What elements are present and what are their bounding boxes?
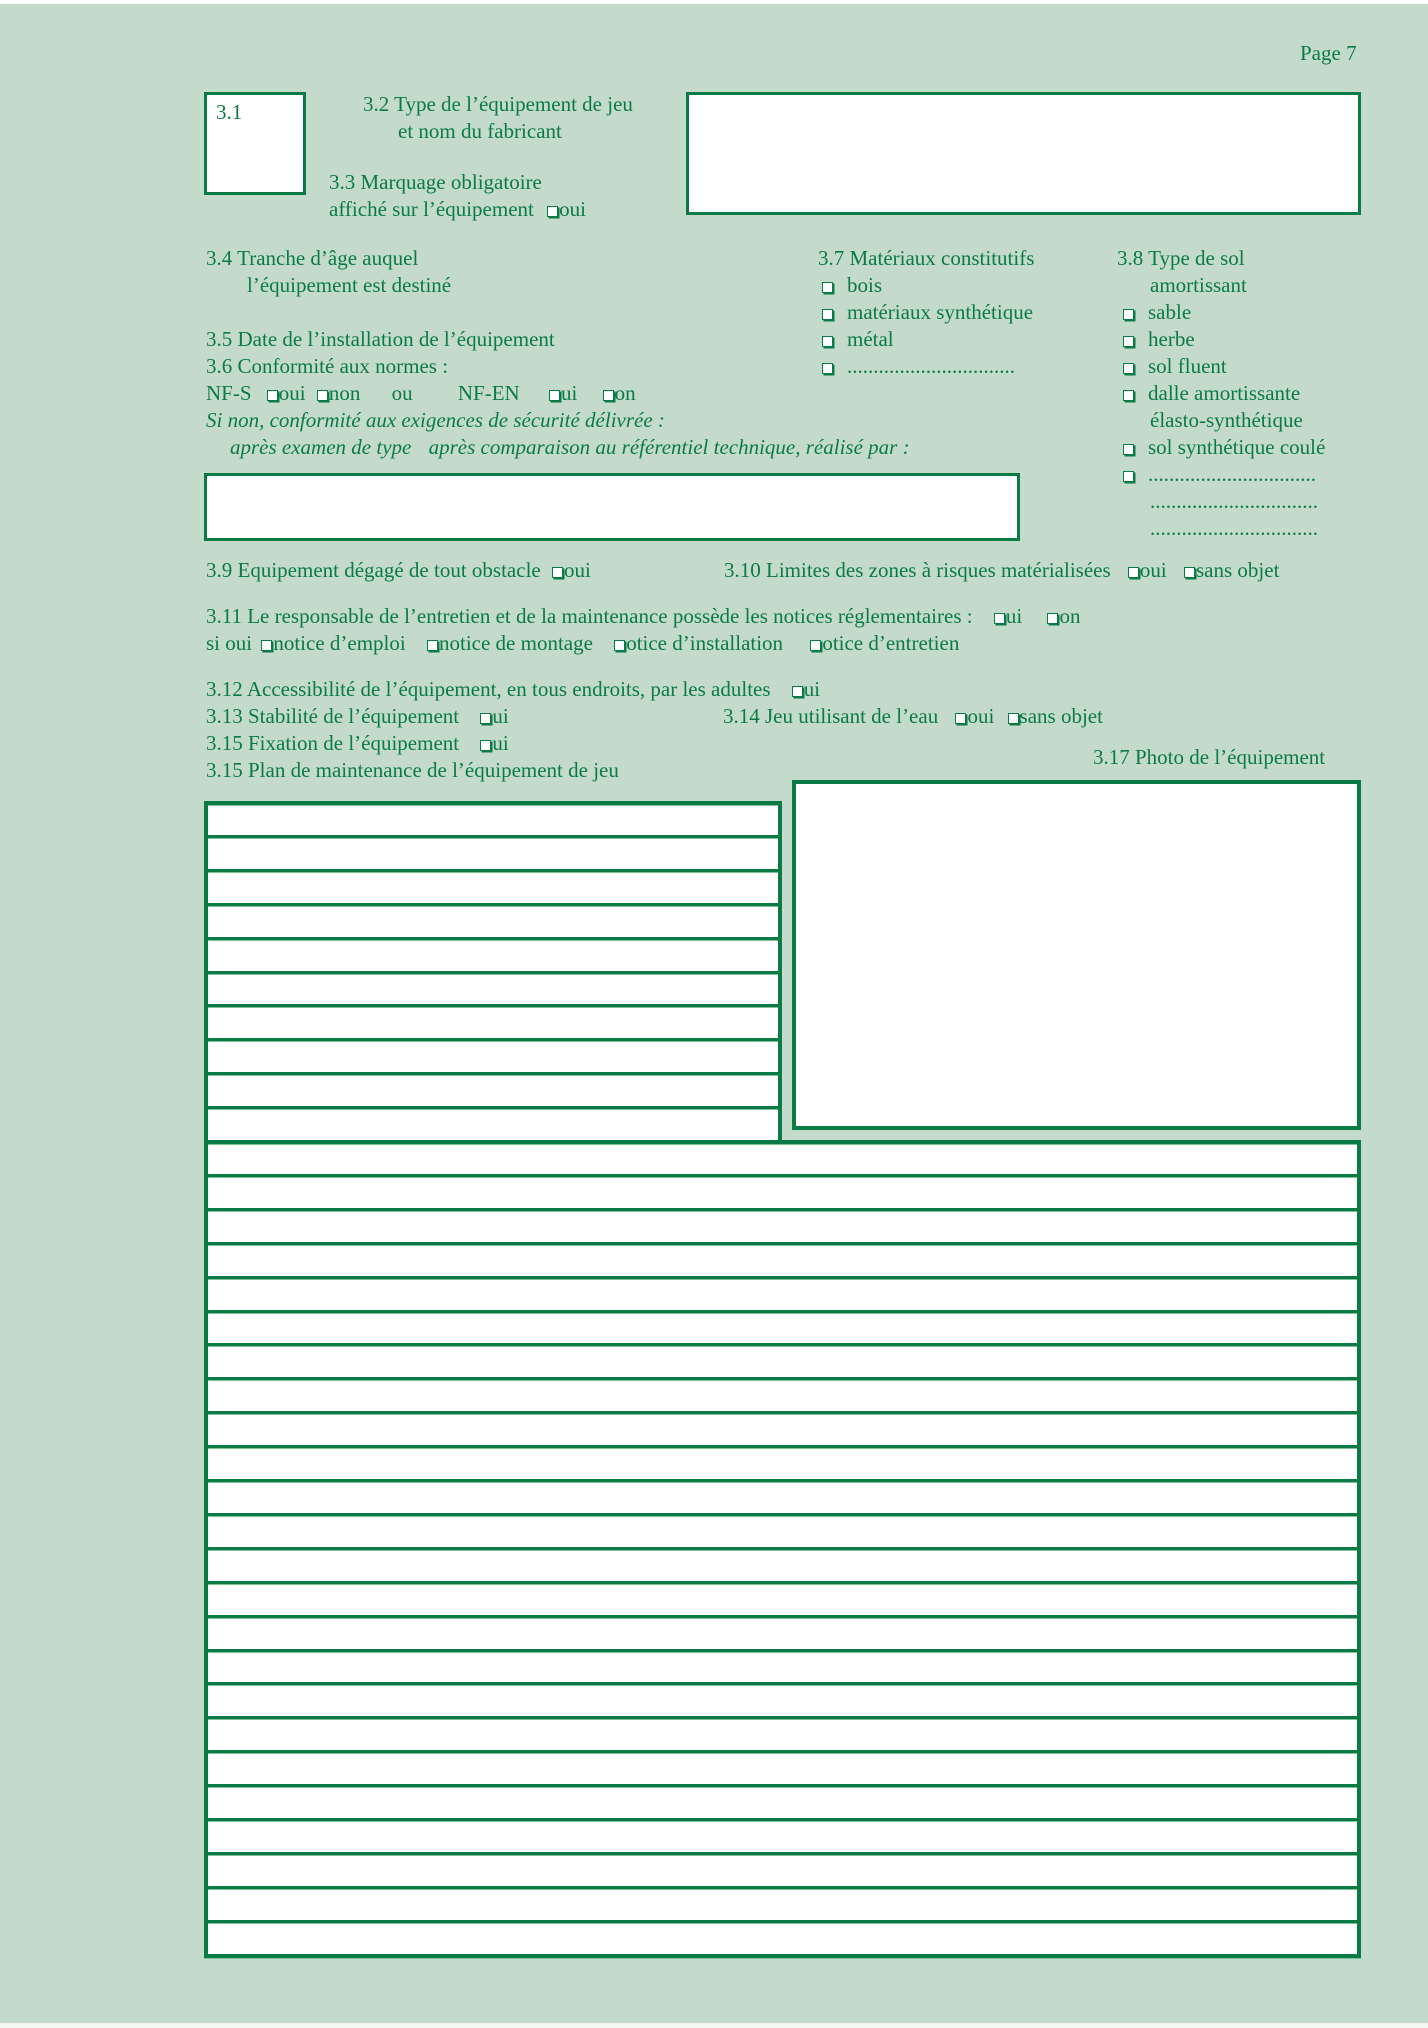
table-row-line	[204, 1649, 1361, 1653]
option-label: matériaux synthétique	[847, 300, 1034, 324]
option-3-8-dalle	[1123, 380, 1300, 406]
row-3-12	[206, 676, 820, 702]
option-label: ui	[492, 731, 509, 755]
label-3-2-line1: 3.2 Type de l’équipement de jeu	[363, 92, 633, 116]
option-label: notice d’emploi	[273, 631, 406, 655]
table-row-line	[204, 1276, 1361, 1280]
checkbox-autre-materiau[interactable]	[822, 363, 833, 374]
table-row-line	[204, 1377, 1361, 1381]
checkbox-nfen-non[interactable]	[603, 390, 614, 401]
label-3-6: 3.6 Conformité aux normes :	[206, 354, 449, 378]
label-3-10: 3.10 Limites des zones à risques matérialisées	[724, 558, 1111, 582]
checkbox-notice-emploi[interactable]	[261, 640, 272, 651]
table-border	[778, 801, 782, 1142]
autre-materiau-blank[interactable]: ................................	[847, 354, 1015, 378]
option-label: sable	[1148, 300, 1192, 324]
table-row-line	[204, 1954, 1361, 1959]
option-label: otice d’entretien	[822, 631, 960, 655]
option-3-7-autre	[822, 353, 1015, 379]
option-label: ui	[492, 704, 509, 728]
option-3-8-sol-fluent	[1123, 353, 1227, 379]
label-3-8-line2: amortissant	[1150, 273, 1247, 297]
table-row-line	[204, 1547, 1361, 1551]
option-label: sol fluent	[1148, 354, 1227, 378]
checkbox-3-10-sans-objet[interactable]	[1184, 567, 1195, 578]
option-3-8-autre	[1123, 461, 1316, 487]
label-si-non: Si non, conformité aux exigences de sécurité délivrée :	[206, 408, 665, 432]
row-3-11-notices	[206, 630, 959, 656]
table-border	[204, 801, 208, 1957]
table-row-line	[204, 1004, 782, 1008]
option-label: oui	[559, 197, 586, 221]
option-label: non	[328, 381, 361, 405]
table-row-line	[204, 1208, 1361, 1212]
table-row-line	[204, 971, 782, 975]
checkbox-3-15-oui[interactable]	[480, 740, 491, 751]
checkbox-3-11-non[interactable]	[1047, 613, 1058, 624]
option-label: oui	[1139, 558, 1167, 582]
option-label: métal	[847, 327, 894, 351]
checkbox-materiaux-synthetique[interactable]	[822, 309, 833, 320]
option-label: ui	[803, 677, 821, 701]
checkbox-3-14-oui[interactable]	[955, 713, 966, 724]
row-3-13	[206, 703, 509, 729]
checkbox-dalle-amortissante[interactable]	[1123, 390, 1134, 401]
table-row-line	[204, 1411, 1361, 1415]
table-row-line	[204, 1140, 1361, 1145]
checkbox-metal[interactable]	[822, 336, 833, 347]
option-label: on	[1059, 604, 1081, 628]
table-row-line	[204, 1581, 1361, 1585]
label-3-3-line2	[329, 196, 586, 222]
label-3-3-line1: 3.3 Marquage obligatoire	[329, 170, 542, 194]
option-3-7-bois	[822, 272, 882, 298]
checkbox-3-3-oui[interactable]	[547, 206, 558, 217]
checkbox-nfs-oui[interactable]	[267, 390, 278, 401]
checkbox-3-14-sans-objet[interactable]	[1008, 713, 1019, 724]
label-3-4-line1: 3.4 Tranche d’âge auquel	[206, 246, 419, 270]
field-3-2-equipment-type[interactable]	[686, 92, 1361, 215]
option-label: dalle amortissante	[1148, 381, 1301, 405]
label-3-11: 3.11 Le responsable de l’entretien et de la maintenance possède les notices réglementaires :	[206, 604, 973, 628]
table-row-line	[204, 1682, 1361, 1686]
option-label: sol synthétique coulé	[1148, 435, 1326, 459]
table-row-line	[204, 1750, 1361, 1754]
page-bottom-edge	[0, 2023, 1428, 2028]
table-row-line	[204, 835, 782, 839]
option-3-8-sol-synthetique	[1123, 434, 1325, 460]
page-top-edge	[0, 0, 1428, 4]
checkbox-notice-installation[interactable]	[614, 640, 625, 651]
row-3-15-fixation	[206, 730, 509, 756]
checkbox-3-10-oui[interactable]	[1128, 567, 1139, 578]
table-row-line	[204, 869, 782, 873]
checkbox-nfen-oui[interactable]	[549, 390, 560, 401]
label-3-2-line2: et nom du fabricant	[398, 119, 562, 143]
option-label: oui	[563, 558, 591, 582]
checkbox-3-13-oui[interactable]	[480, 713, 491, 724]
option-label: notice de montage	[438, 631, 593, 655]
table-row-line	[204, 1615, 1361, 1619]
label-3-4-line2: l’équipement est destiné	[247, 273, 452, 297]
checkbox-sol-fluent[interactable]	[1123, 363, 1134, 374]
option-label: sans objet	[1019, 704, 1103, 728]
table-row-line	[204, 1920, 1361, 1924]
checkbox-sable[interactable]	[1123, 309, 1134, 320]
option-label: ui	[1005, 604, 1023, 628]
table-row-line	[204, 937, 782, 941]
option-label: on	[614, 381, 636, 405]
table-row-line	[204, 1886, 1361, 1890]
row-3-9	[206, 557, 591, 583]
option-label: oui	[967, 704, 995, 728]
table-row-line	[204, 1106, 782, 1110]
label-3-5: 3.5 Date de l’installation de l’équipement	[206, 327, 555, 351]
checkbox-bois[interactable]	[822, 282, 833, 293]
option-apres-examen[interactable]: après examen de type	[230, 435, 412, 459]
option-label: bois	[847, 273, 883, 297]
checkbox-autre-sol[interactable]	[1123, 471, 1134, 482]
option-label: sans objet	[1196, 558, 1280, 582]
table-row-line	[204, 1852, 1361, 1856]
checkbox-notice-montage[interactable]	[427, 640, 438, 651]
table-row-line	[204, 1716, 1361, 1720]
row-3-10	[724, 557, 1279, 583]
label-3-14: 3.14 Jeu utilisant de l’eau	[723, 704, 939, 728]
checkbox-3-9-oui[interactable]	[552, 567, 563, 578]
label-nf-en: NF-EN	[457, 381, 520, 405]
checkbox-sol-synthetique-coule[interactable]	[1123, 444, 1134, 455]
checkbox-nfs-non[interactable]	[317, 390, 328, 401]
row-3-6-norms	[206, 380, 636, 406]
option-3-8-herbe	[1123, 326, 1195, 352]
label-3-8-line1: 3.8 Type de sol	[1117, 246, 1245, 270]
field-realise-par[interactable]	[204, 473, 1020, 541]
field-3-1[interactable]	[204, 92, 306, 195]
row-3-14	[723, 703, 1103, 729]
option-3-8-sable	[1123, 299, 1191, 325]
label-si-oui: si oui	[206, 631, 253, 655]
row-3-11	[206, 603, 1080, 629]
option-label: oui	[278, 381, 306, 405]
option-3-7-metal	[822, 326, 894, 352]
checkbox-herbe[interactable]	[1123, 336, 1134, 347]
option-apres-comparaison[interactable]: après comparaison au référentiel technique, réalisé par :	[428, 435, 910, 459]
label-3-13: 3.13 Stabilité de l’équipement	[206, 704, 460, 728]
table-row-line	[204, 1513, 1361, 1517]
checkbox-notice-entretien[interactable]	[810, 640, 821, 651]
table-row-line	[204, 1038, 782, 1042]
row-apres	[230, 434, 910, 460]
table-row-line	[204, 1242, 1361, 1246]
option-label: herbe	[1148, 327, 1195, 351]
table-row-line	[204, 801, 782, 806]
label-3-17: 3.17 Photo de l’équipement	[1093, 745, 1326, 769]
label-3-15-fixation: 3.15 Fixation de l’équipement	[206, 731, 460, 755]
option-label: otice d’installation	[626, 631, 784, 655]
table-row-line	[204, 1479, 1361, 1483]
label-nf-s: NF-S	[206, 381, 252, 405]
autre-sol-blank-2[interactable]: ................................	[1150, 489, 1318, 513]
field-3-17-photo[interactable]	[792, 780, 1361, 1130]
table-row-line	[204, 1310, 1361, 1314]
label-3-12: 3.12 Accessibilité de l’équipement, en tous endroits, par les adultes	[206, 677, 771, 701]
table-border	[1357, 1140, 1361, 1957]
table-row-line	[204, 1818, 1361, 1822]
label-3-7: 3.7 Matériaux constitutifs	[818, 246, 1035, 270]
autre-sol-blank[interactable]: ................................	[1148, 462, 1316, 486]
label-3-15-plan: 3.15 Plan de maintenance de l’équipement de jeu	[206, 758, 619, 782]
label-3-3-text: affiché sur l’équipement	[329, 197, 534, 221]
option-3-7-synthetique	[822, 299, 1033, 325]
table-row-line	[204, 1343, 1361, 1347]
checkbox-3-12-oui[interactable]	[792, 686, 803, 697]
option-3-8-dalle-line2: élasto-synthétique	[1150, 408, 1303, 432]
table-row-line	[204, 1072, 782, 1076]
option-label: ui	[560, 381, 578, 405]
label-3-1: 3.1	[216, 100, 243, 124]
label-3-9: 3.9 Equipement dégagé de tout obstacle	[206, 558, 541, 582]
checkbox-3-11-oui[interactable]	[994, 613, 1005, 624]
autre-sol-blank-3[interactable]: ................................	[1150, 516, 1318, 540]
table-row-line	[204, 1784, 1361, 1788]
table-row-line	[204, 1174, 1361, 1178]
table-row-line	[204, 1445, 1361, 1449]
page-number: Page 7	[1300, 41, 1357, 65]
table-row-line	[204, 903, 782, 907]
label-ou: ou	[391, 381, 413, 405]
